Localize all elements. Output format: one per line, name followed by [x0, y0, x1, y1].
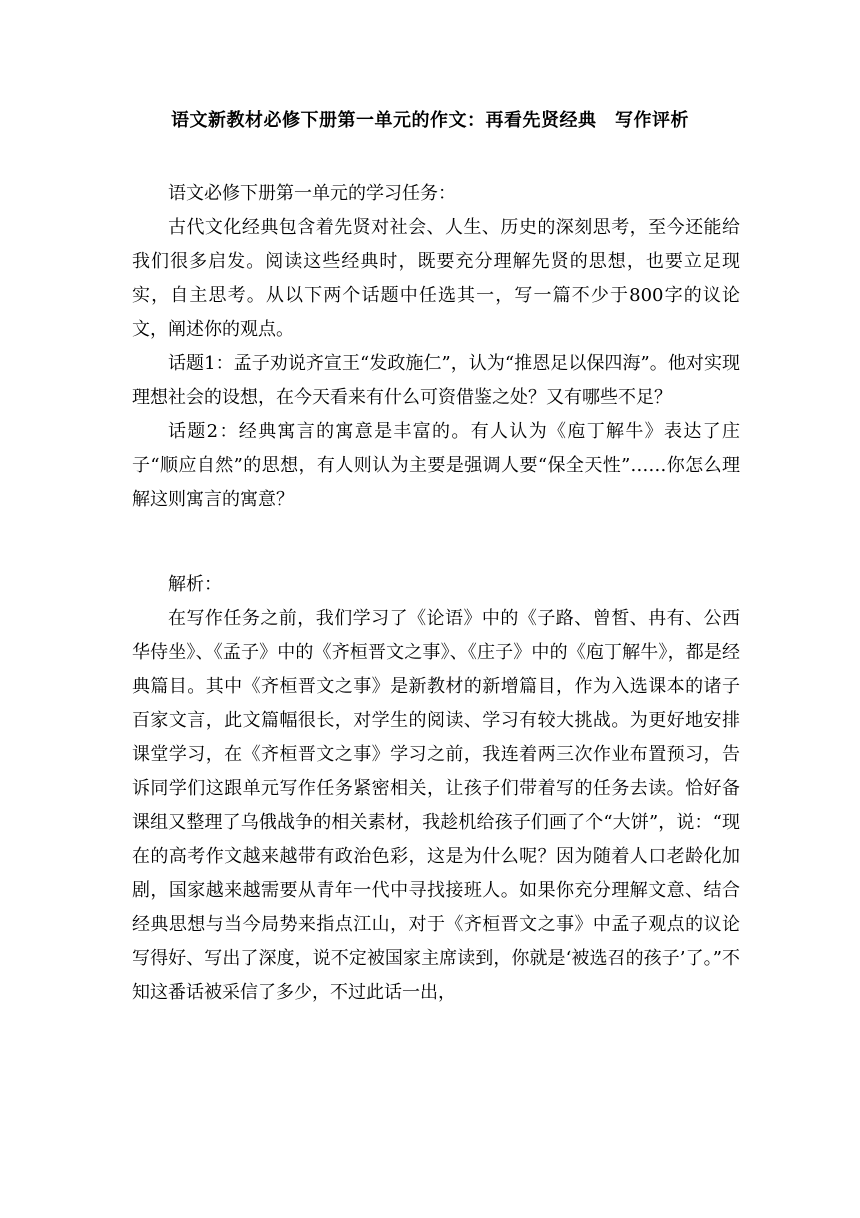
topic-1-paragraph: 话题1：孟子劝说齐宣王“发政施仁”，认为“推恩足以保四海”。他对实现理想社会的设想，在今天看来有什么可资借鉴之处？又有哪些不足？: [132, 353, 740, 408]
document-body: [132, 177, 740, 1010]
topic-2-paragraph: 话题2：经典寓言的寓意是丰富的。有人认为《庖丁解牛》表达了庄子“顺应自然”的思想，有人则认为主要是强调人要“保全天性”……你怎么理解这则寓言的寓意？: [132, 421, 740, 510]
analysis-paragraph: 在写作任务之前，我们学习了《论语》中的《子路、曾皙、冉有、公西华侍坐》、《孟子》中的《齐桓晋文之事》、《庄子》中的《庖丁解牛》，都是经典篇目。其中《齐桓晋文之事》是新教材的新增篇目，作为入选课本的诸子百家文言，此文篇幅很长，对学生的阅读、学习有较大挑战。为更好地安排课堂学习，在《齐桓晋文之事》学习之前，我连着两三次作业布置预习，告诉同学们这跟单元写作任务紧密相关，让孩子们带着写的任务去读。恰好备课组又整理了乌俄战争的相关素材，我趁机给孩子们画了个“大饼”，说：“现在的高考作文越来越带有政治色彩，这是为什么呢？因为随着人口老龄化加剧，国家越来越需要从青年一代中寻找接班人。如果你充分理解文意、结合经典思想与当今局势来指点江山，对于《齐桓晋文之事》中孟子观点的议论写得好、写出了深度，说不定被国家主席读到，你就是‘被选召的孩子’了。”不知这番话被采信了多少，不过此话一出，: [132, 608, 740, 1003]
paragraph-spacer: [132, 517, 740, 568]
analysis-heading: 解析：: [168, 574, 222, 595]
document-title: 语文新教材必修下册第一单元的作文：再看先贤经典 写作评析: [171, 110, 689, 131]
task-body-paragraph: 古代文化经典包含着先贤对社会、人生、历史的深刻思考，至今还能给我们很多启发。阅读这些经典时，既要充分理解先贤的思想，也要立足现实，自主思考。从以下两个话题中任选其一，写一篇不少于800字的议论文，阐述你的观点。: [132, 217, 740, 340]
task-intro-paragraph: 语文必修下册第一单元的学习任务：: [168, 183, 456, 204]
